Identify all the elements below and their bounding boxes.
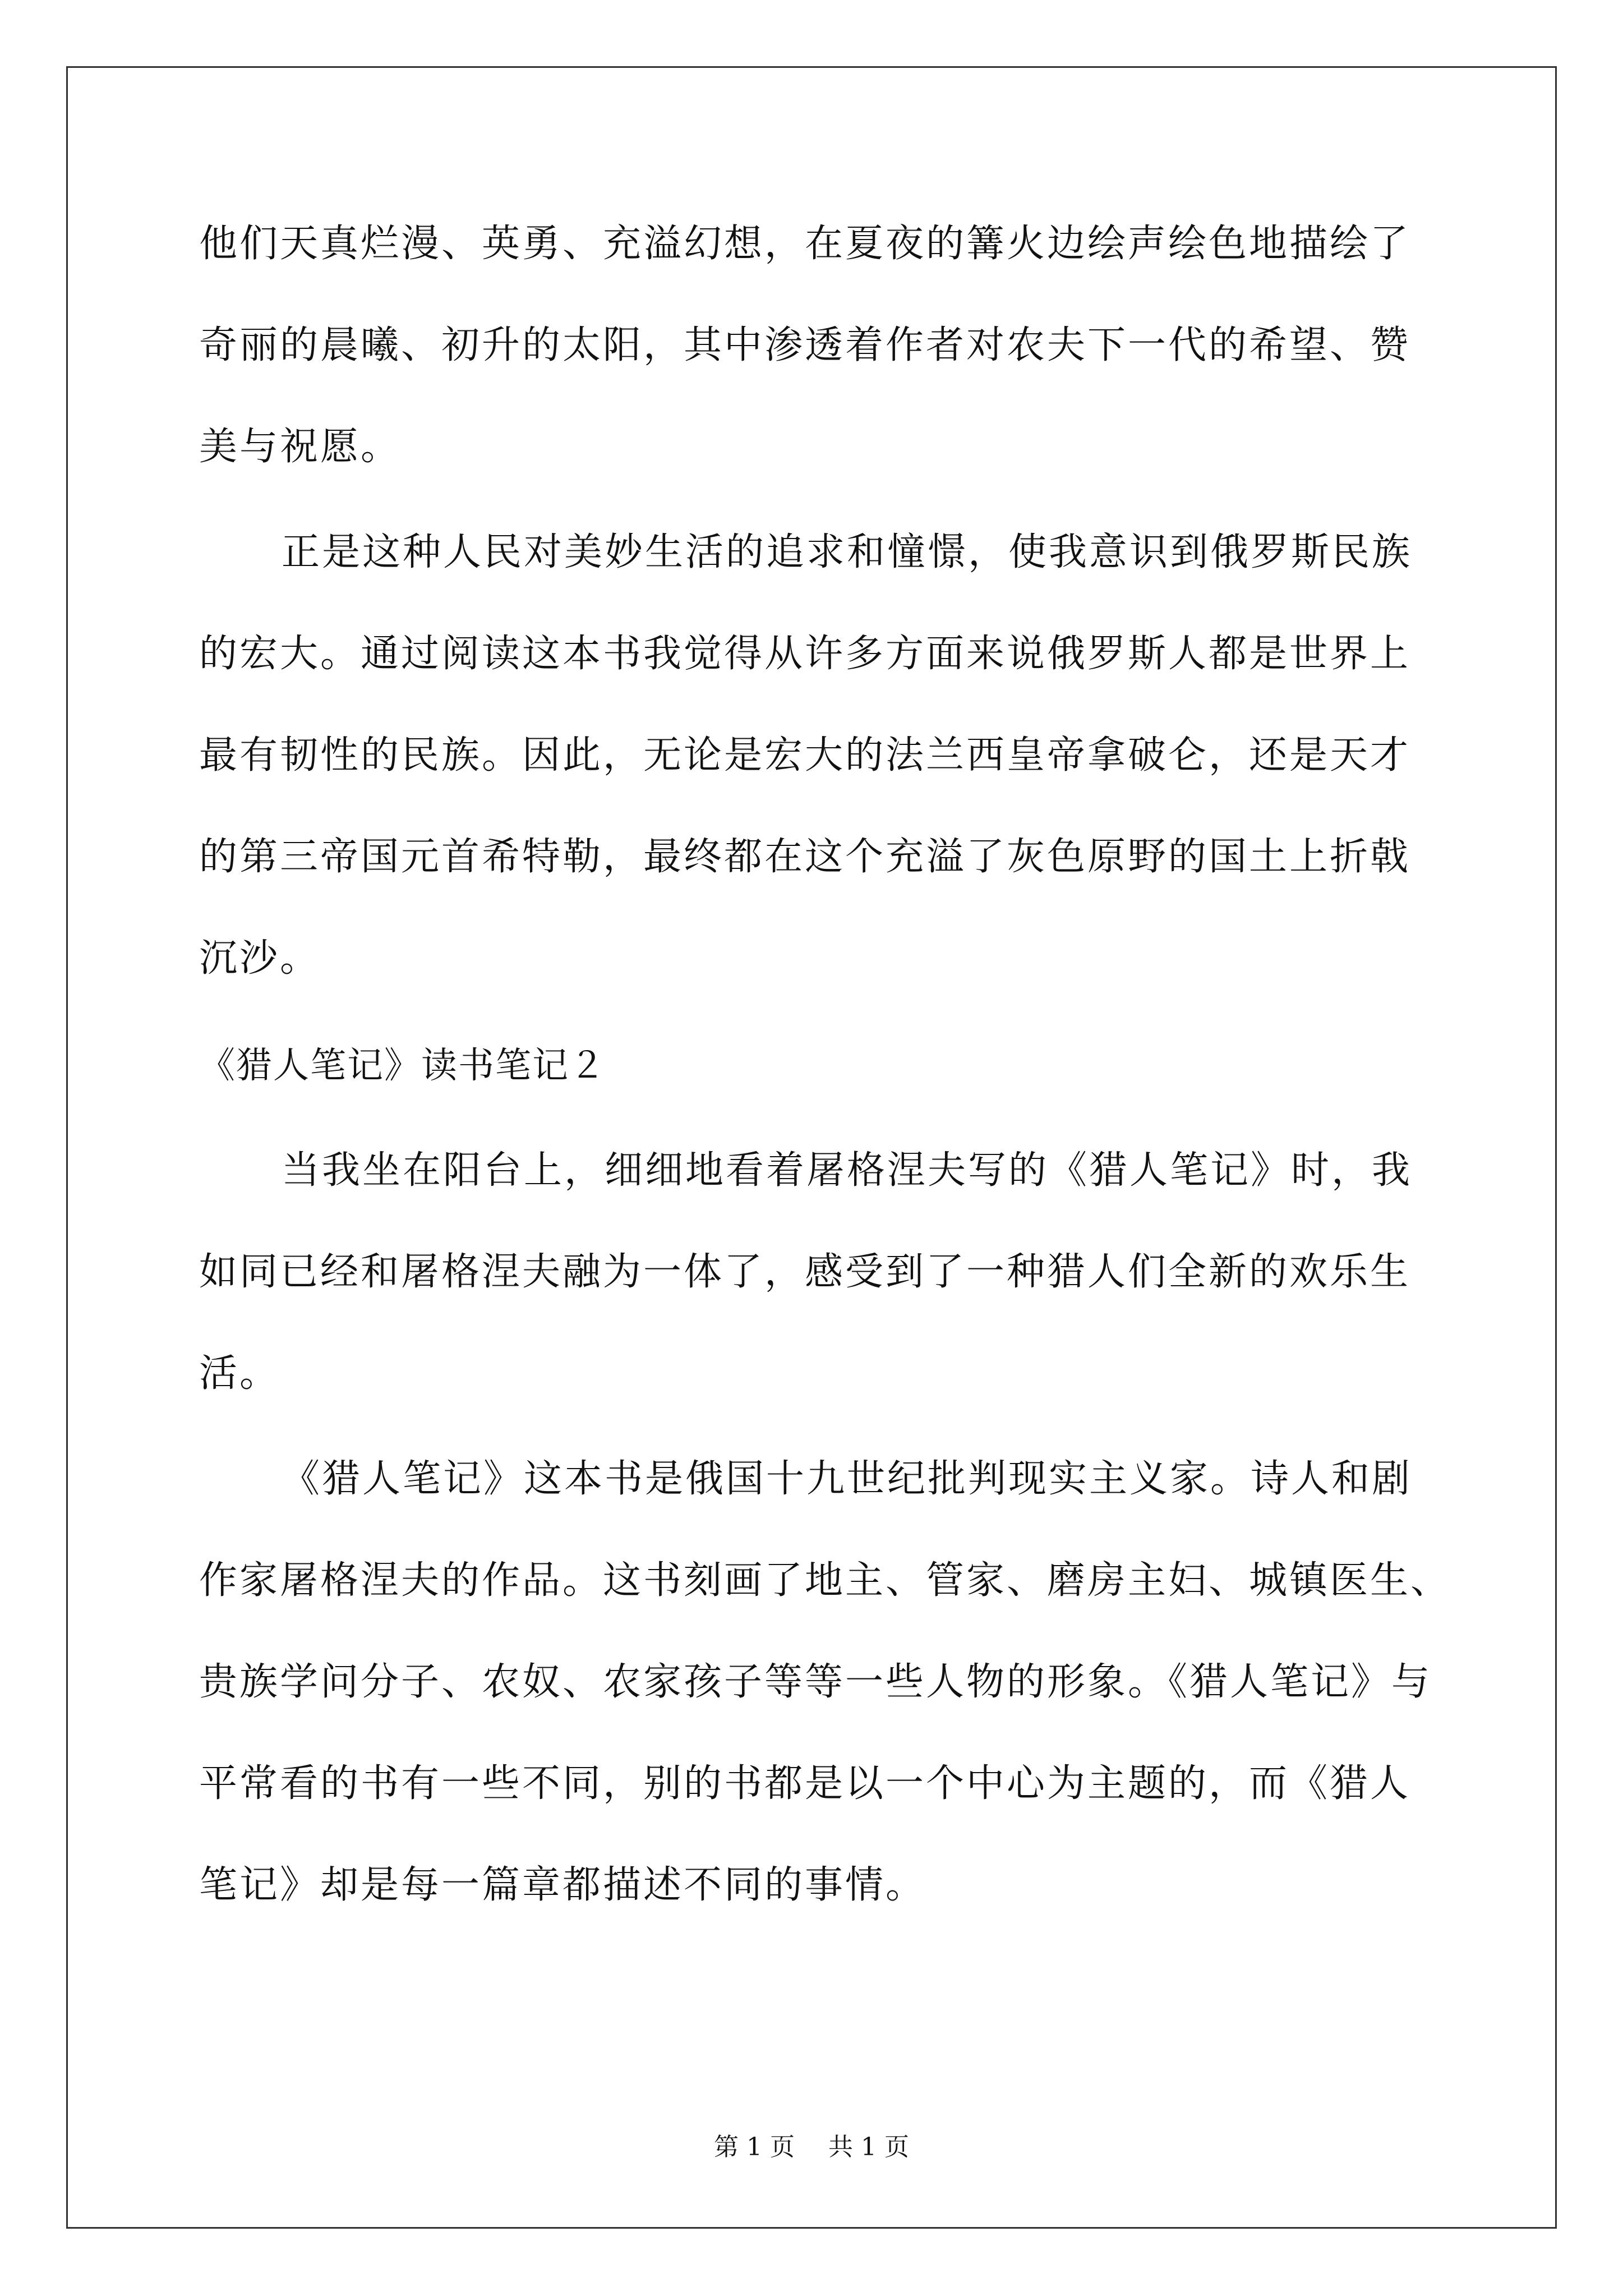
body-line: 如同已经和屠格涅夫融为一体了，感受到了一种猎人们全新的欢乐生 [199, 1250, 1411, 1294]
body-line: 作家屠格涅夫的作品。这书刻画了地主、管家、磨房主妇、城镇医生、 [199, 1558, 1451, 1603]
paragraph-first-line: 正是这种人民对美妙生活的追求和憧憬，使我意识到俄罗斯民族 [282, 530, 1413, 574]
body-line: 贵族学问分子、农奴、农家孩子等等一些人物的形象。《猎人笔记》与 [199, 1660, 1432, 1704]
paragraph-first-line: 当我坐在阳台上，细细地看着屠格涅夫写的《猎人笔记》时，我 [282, 1148, 1413, 1193]
page-footer [0, 2133, 1623, 2161]
body-line: 的第三帝国元首希特勒，最终都在这个充溢了灰色原野的国土上折戟 [199, 835, 1411, 879]
body-line: 美与祝愿。 [199, 425, 402, 469]
page-total: 共 1 页 [828, 2133, 909, 2161]
section-heading: 《猎人笔记》读书笔记２ [199, 1045, 606, 1087]
body-line: 平常看的书有一些不同，别的书都是以一个中心为主题的，而《猎人 [199, 1761, 1411, 1806]
body-line: 沉沙。 [199, 936, 321, 981]
body-line: 最有韧性的民族。因此，无论是宏大的法兰西皇帝拿破仑，还是天才 [199, 733, 1411, 777]
body-line: 活。 [199, 1351, 280, 1396]
body-line: 他们天真烂漫、英勇、充溢幻想，在夏夜的篝火边绘声绘色地描绘了 [199, 222, 1411, 266]
page-number: 第 1 页 [714, 2133, 795, 2161]
body-line: 笔记》却是每一篇章都描述不同的事情。 [199, 1863, 926, 1907]
body-line: 奇丽的晨曦、初升的太阳，其中渗透着作者对农夫下一代的希望、赞 [199, 323, 1411, 367]
paragraph-first-line: 《猎人笔记》这本书是俄国十九世纪批判现实主义家。诗人和剧 [282, 1457, 1413, 1501]
body-line: 的宏大。通过阅读这本书我觉得从许多方面来说俄罗斯人都是世界上 [199, 632, 1411, 676]
